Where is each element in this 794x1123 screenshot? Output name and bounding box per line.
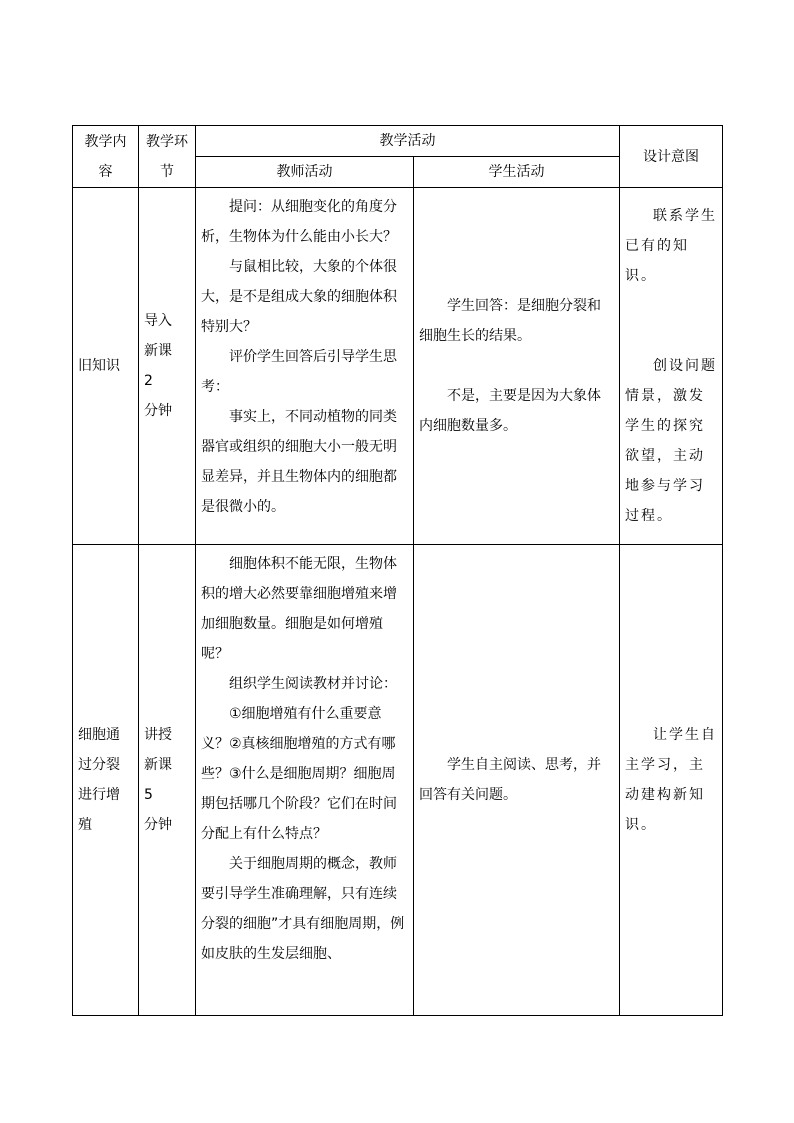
- stage-line: 新课: [144, 757, 172, 773]
- header-row-1: [73, 126, 723, 157]
- cell-teacher: [196, 545, 414, 1016]
- stage-line: 分钟: [144, 817, 172, 833]
- cell-stage: [139, 545, 196, 1016]
- header-student: 学生活动: [414, 157, 620, 188]
- stage-line: 导入: [144, 313, 172, 329]
- header-intent: 设计意图: [620, 126, 723, 188]
- cell-content: 细胞通过分裂进行增殖: [73, 545, 139, 1016]
- teacher-paragraph: 与鼠相比较，大象的个体很大，是不是组成大象的细胞体积特别大？: [201, 259, 397, 335]
- stage-line: 新课: [144, 343, 172, 359]
- intent-paragraph: 联系学生已有的知识。: [625, 208, 717, 284]
- intent-paragraph: 创设问题情景，激发学生的探究欲望，主动地参与学习过程。: [625, 358, 717, 524]
- stage-line: 2: [144, 373, 153, 389]
- cell-student: [414, 188, 620, 545]
- cell-content: 旧知识: [73, 188, 139, 545]
- teacher-paragraph: 提问：从细胞变化的角度分析，生物体为什么能由小长大？: [201, 199, 397, 245]
- stage-line: 5: [144, 787, 153, 803]
- cell-intent: [620, 545, 723, 1016]
- stage-line: 分钟: [144, 403, 172, 419]
- table-row: [73, 545, 723, 1016]
- teacher-paragraph: 事实上，不同动植物的同类器官或组织的细胞大小一般无明显差异，并且生物体内的细胞都是很微小的。: [201, 409, 397, 515]
- header-activity: 教学活动: [196, 126, 620, 157]
- cell-student: [414, 545, 620, 1016]
- table-row: [73, 188, 723, 545]
- student-paragraph: 学生回答：是细胞分裂和细胞生长的结果。: [419, 298, 601, 344]
- teacher-paragraph: 关于细胞周期的概念，教师要引导学生准确理解，只有连续分裂的细胞”才具有细胞周期，例如皮肤的生发层细胞、: [201, 856, 405, 962]
- student-paragraph: 学生自主阅读、思考，并回答有关问题。: [419, 757, 601, 803]
- teacher-paragraph: 细胞体积不能无限，生物体积的增大必然要靠细胞增殖来增加细胞数量。细胞是如何增殖呢？: [201, 556, 397, 662]
- header-content: 教学内容: [73, 126, 139, 188]
- header-stage: 教学环节: [139, 126, 196, 188]
- teacher-paragraph: ①细胞增殖有什么重要意义？②真核细胞增殖的方式有哪些？③什么是细胞周期？细胞周期包括哪几个阶段？它们在时间分配上有什么特点？: [201, 706, 397, 842]
- teacher-paragraph: 评价学生回答后引导学生思考：: [201, 349, 397, 395]
- header-teacher: 教师活动: [196, 157, 414, 188]
- cell-teacher: [196, 188, 414, 545]
- cell-stage: [139, 188, 196, 545]
- cell-intent: [620, 188, 723, 545]
- teacher-paragraph: 组织学生阅读教材并讨论：: [229, 676, 397, 692]
- lesson-plan-table: [72, 125, 723, 1016]
- intent-paragraph: 让学生自主学习，主动建构新知识。: [625, 727, 717, 833]
- stage-line: 讲授: [144, 727, 172, 743]
- student-paragraph: 不是，主要是因为大象体内细胞数量多。: [419, 388, 601, 434]
